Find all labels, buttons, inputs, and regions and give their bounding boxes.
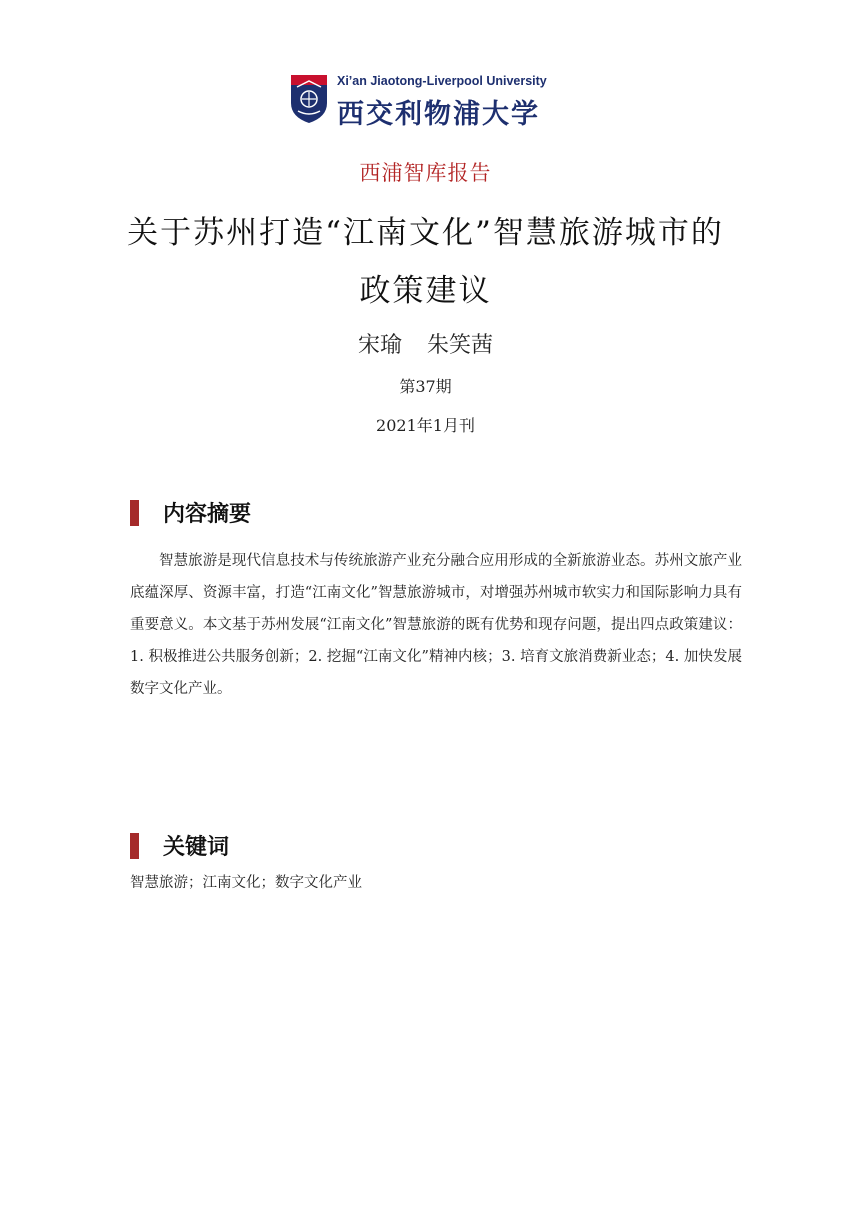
report-series: 西浦智库报告 (359, 161, 492, 185)
keywords-heading-bar (130, 833, 139, 859)
keywords-text: 智慧旅游；江南文化；数字文化产业 (130, 875, 362, 891)
abstract-heading: 内容摘要 (163, 501, 252, 527)
keywords-heading: 关键词 (163, 834, 230, 860)
abstract-body: 智慧旅游是现代信息技术与传统旅游产业充分融合应用形成的全新旅游业态。苏州文旅产业底蕴深厚、资源丰富，打造“江南文化”智慧旅游城市，对增强苏州城市软实力和国际影响力具有重要意义。本文基于苏州发展“江南文化”智慧旅游的既有优势和现存问题，提出四点政策建议：1. 积极推进公共服务创新；2. 挖掘“江南文化”精神内核；3. 培育文旅消费新业态；4. 加快发展数字文化产业。 (130, 553, 742, 697)
report-authors: 宋瑜 朱笑茜 (358, 333, 493, 358)
university-crest-icon (289, 73, 329, 125)
report-title-line1: 关于苏州打造“江南文化”智慧旅游城市的 (127, 215, 724, 251)
university-name-en: Xi’an Jiaotong-Liverpool University (337, 74, 547, 88)
university-logo (289, 73, 579, 130)
report-title-line2: 政策建议 (359, 273, 492, 309)
university-name-cn: 西交利物浦大学 (337, 99, 540, 130)
report-date: 2021年1月刊 (376, 416, 475, 435)
report-issue: 第37期 (399, 377, 452, 396)
abstract-heading-bar (130, 500, 139, 526)
